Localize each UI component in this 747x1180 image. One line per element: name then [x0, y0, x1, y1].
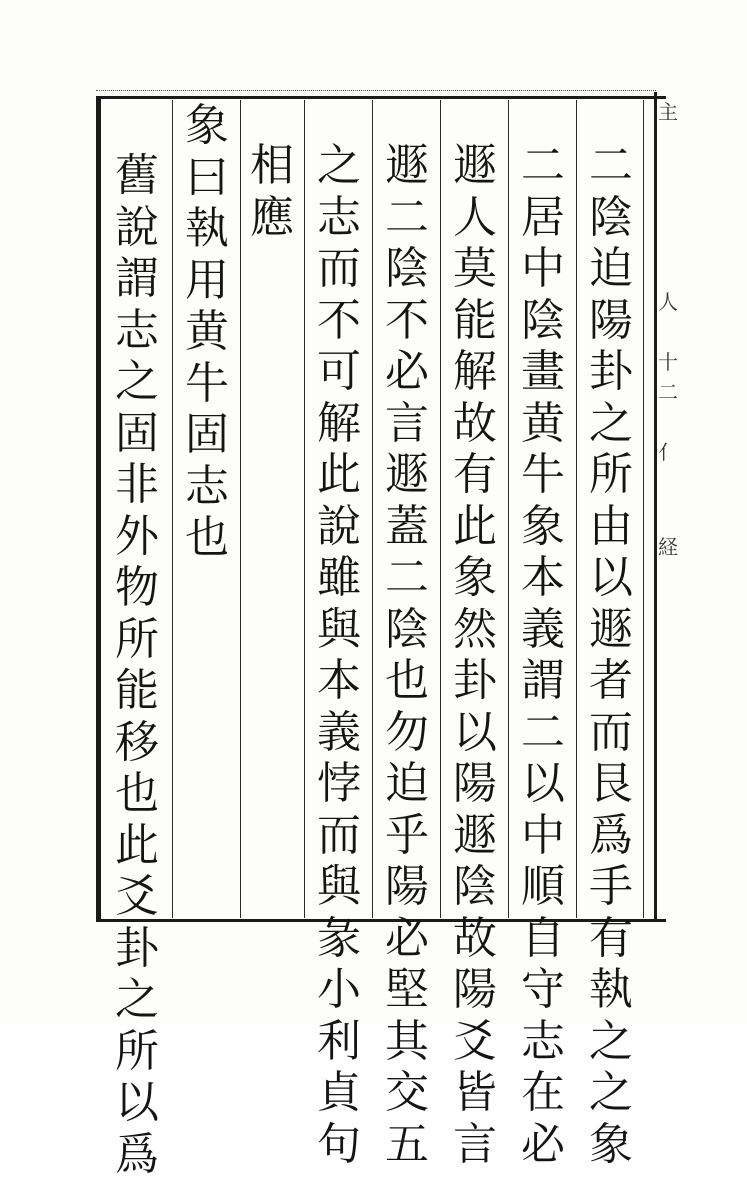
top-edge-noise [96, 90, 656, 95]
text-column-8: 舊說謂志之固非外物所能移也此爻卦之所以爲 [115, 150, 159, 1180]
text-column-5: 之志而不可解此說雖與本義悖而與彖小利貞句 [317, 140, 361, 1170]
column-rule [576, 100, 577, 918]
edge-glyph: 亻 [658, 440, 678, 464]
text-column-2: 二居中陰畫黄牛象本義謂二以中順自守志在必 [521, 140, 565, 1170]
column-rule [172, 100, 173, 918]
edge-rule [654, 92, 657, 922]
page-edge-fragment [648, 92, 678, 922]
text-column-6: 相應 [250, 140, 294, 243]
text-column-4: 遯二陰不必言遯蓋二陰也勿迫乎陽必堅其交五 [385, 140, 429, 1170]
column-rule [508, 100, 509, 918]
edge-glyph: 二 [658, 380, 678, 404]
column-rule [372, 100, 373, 918]
column-rule [304, 100, 305, 918]
edge-glyph: 主 [658, 100, 678, 124]
text-column-3: 遯人莫能解故有此象然卦以陽遯陰故陽爻皆言 [453, 140, 497, 1170]
edge-glyph: 経 [658, 535, 678, 559]
text-column-7: 象曰執用黄牛固志也 [185, 100, 229, 563]
edge-glyph: 人 [658, 290, 678, 314]
text-column-1: 二陰迫陽卦之所由以遯者而艮爲手有執之之象 [589, 140, 633, 1170]
column-rule [240, 100, 241, 918]
edge-glyph: 十 [658, 350, 678, 374]
column-rule [643, 100, 644, 918]
column-rule [440, 100, 441, 918]
